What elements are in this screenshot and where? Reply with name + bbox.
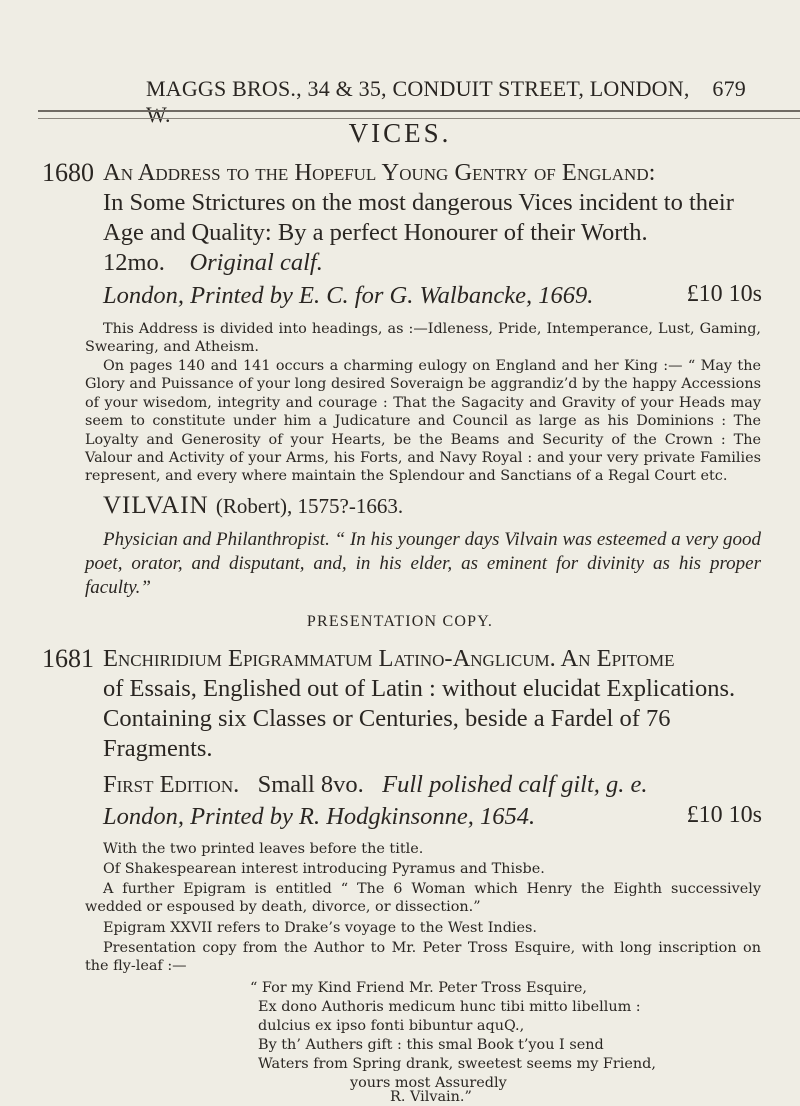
section-title: VICES. xyxy=(348,118,452,148)
lot-binding: Original calf. xyxy=(189,249,323,276)
lot-imprint xyxy=(103,802,761,832)
lot-title-line: Containing six Classes or Centuries, beside a Fardel of 76 xyxy=(103,705,671,732)
lot-title-line: Fragments. xyxy=(103,735,213,762)
lot-imprint xyxy=(103,281,761,311)
lot-imprint-text: London, Printed by R. Hodgkinsonne, 1654. xyxy=(103,803,536,830)
lot-note: Epigram XXVII refers to Drake’s voyage to the West Indies. xyxy=(103,920,537,936)
inscription-signoff: yours most Assuredly xyxy=(350,1075,507,1091)
lot-edition-line xyxy=(103,770,761,800)
author-name: VILVAIN xyxy=(103,492,209,519)
lot-note: This Address is divided into headings, as :—Idleness, Pride, Intemperance, Lust, Gaming, Swearing, and Atheism. xyxy=(85,321,761,356)
lot-title-line: In Some Strictures on the most dangerous Vices incident to their xyxy=(103,189,734,216)
inscription-line: By th’ Authers gift : this smal Book t’you I send xyxy=(258,1037,604,1053)
lot-number: 1680 xyxy=(42,158,94,187)
lot-title-line: Age and Quality: By a perfect Honourer of their Worth. xyxy=(103,219,648,246)
lot-note: A further Epigram is entitled “ The 6 Woman which Henry the Eighth successively wedded or espoused by death, divorce, or dissection.” xyxy=(85,881,761,916)
lot-title xyxy=(103,158,761,278)
lot-title-line: of Essais, Englished out of Latin : without elucidat Explications. xyxy=(103,675,736,702)
author-bio: Physician and Philanthropist. “ In his younger days Vilvain was esteemed a very good poet, orator, and disputant, and, in his elder, as eminent for divinity as his proper faculty.” xyxy=(85,529,761,598)
author-details: (Robert), 1575?-1663. xyxy=(215,494,404,518)
lot-edition: First Edition. xyxy=(103,771,240,798)
lot-note: On pages 140 and 141 occurs a charming eulogy on England and her King :— “ May the Glory and Puissance of your long desired Soveraign be aggrandiz’d by the happy Accessions of your wisedom, integrity and courage : That the Sagacity and Gravity of your Heads may seem to constitute under him a Judicature and Council as large as his Dominions : The Loyalty and Generosity of your Hearts, be the Beams and Security of the Crown : The Valour and Activity of your Arms, his Forts, and Navy Royal : and your very private Families represent, and every where maintain the Splendour and Sanctians of a Regal Court etc. xyxy=(85,358,761,485)
lot-note: Of Shakespearean interest introducing Pyramus and Thisbe. xyxy=(103,861,545,877)
page-number: 679 xyxy=(712,76,746,101)
lot-format: 12mo. xyxy=(103,249,165,276)
lot-title xyxy=(103,644,761,764)
presentation-heading: PRESENTATION COPY. xyxy=(306,613,494,630)
inscription-line: Ex dono Authoris medicum hunc tibi mitto libellum : xyxy=(258,999,641,1015)
lot-note: Presentation copy from the Author to Mr. Peter Tross Esquire, with long inscription on the fly-leaf :— xyxy=(85,940,761,975)
lot-format: Small 8vo. xyxy=(257,771,364,798)
inscription-line: Waters from Spring drank, sweetest seems my Friend, xyxy=(258,1056,656,1072)
lot-price: £10 10s xyxy=(686,802,762,828)
lot-imprint-text: London, Printed by E. C. for G. Walbancke, 1669. xyxy=(103,282,594,309)
running-head-title: MAGGS BROS., 34 & 35, CONDUIT STREET, LONDON, W. xyxy=(146,76,690,127)
lot-title-line: Enchiridium Epigrammatum Latino-Anglicum. An Epitome xyxy=(103,645,675,672)
author-heading xyxy=(103,492,403,520)
lot-title-line: An Address to the Hopeful Young Gentry of England: xyxy=(103,159,656,186)
lot-note: With the two printed leaves before the title. xyxy=(103,841,424,857)
inscription-line: “ For my Kind Friend Mr. Peter Tross Esquire, xyxy=(250,980,587,996)
inscription-signature: R. Vilvain.” xyxy=(390,1089,472,1105)
inscription-line: dulcius ex ipso fonti bibuntur aquQ., xyxy=(258,1018,525,1034)
lot-number: 1681 xyxy=(42,644,94,673)
lot-binding: Full polished calf gilt, g. e. xyxy=(382,771,648,798)
lot-price: £10 10s xyxy=(686,281,762,307)
